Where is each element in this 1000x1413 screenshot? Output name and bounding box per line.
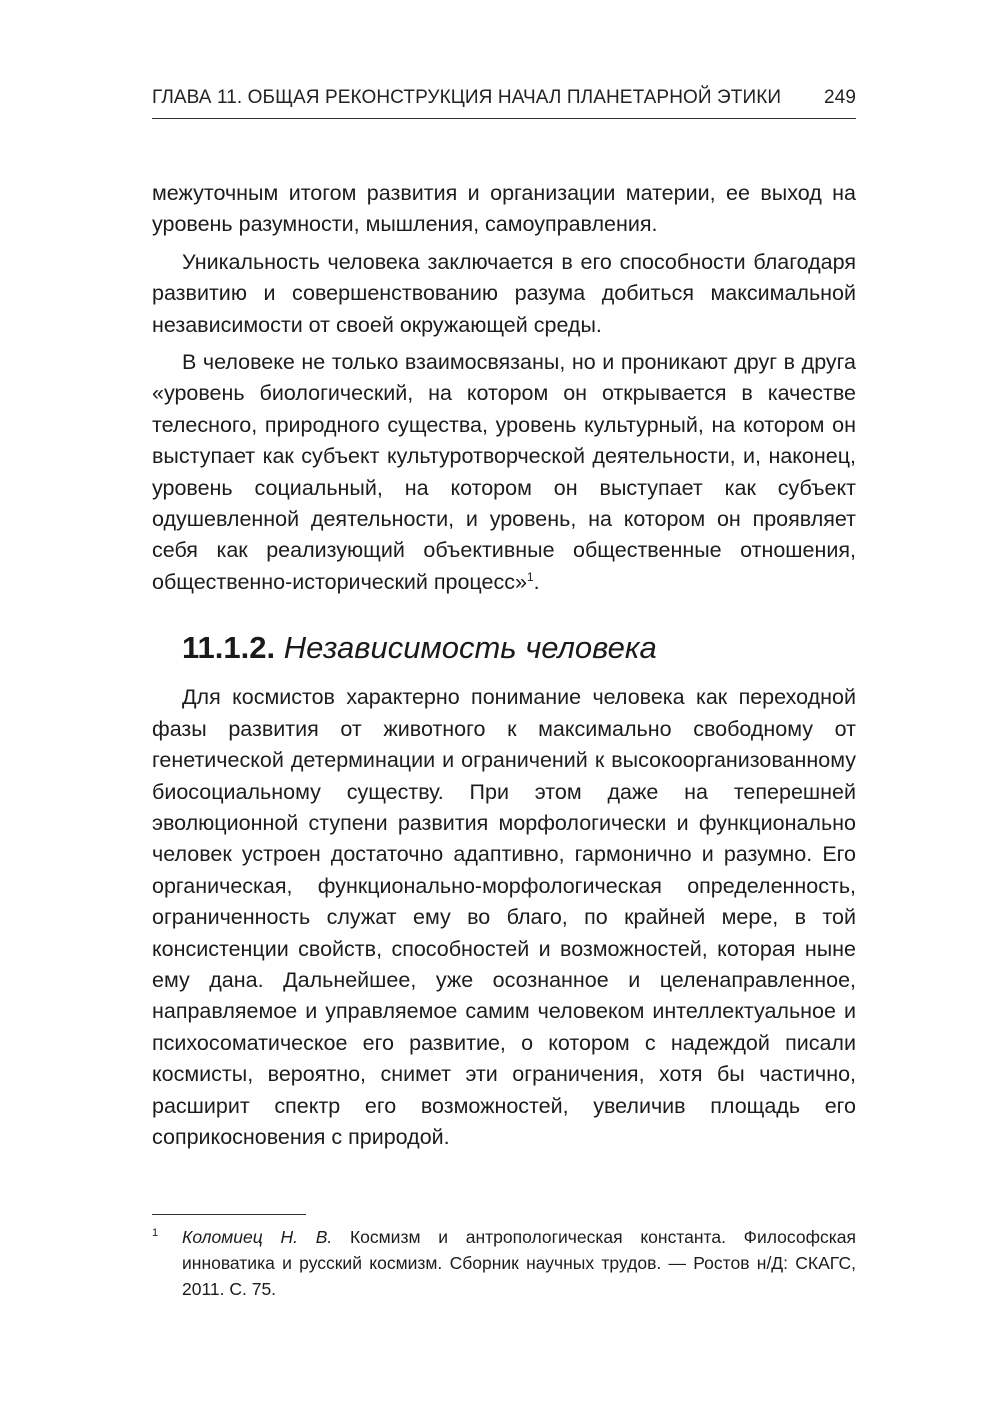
footnote (152, 1224, 856, 1302)
footnote-citation: Космизм и антропологическая константа. Философская инноватика и русский космизм. Сборник научных трудов. — Ростов н/Д: СКАГС, 2011. С. 75. (182, 1227, 856, 1299)
subsection-heading (182, 628, 856, 668)
footnote-reference[interactable]: 1 (526, 569, 534, 584)
chapter-title: ГЛАВА 11. ОБЩАЯ РЕКОНСТРУКЦИЯ НАЧАЛ ПЛАНЕТАРНОЙ ЭТИКИ (152, 87, 782, 108)
sentence-end: . (533, 569, 540, 594)
body-text (152, 178, 856, 1153)
quote-text: В человеке не только взаимосвязаны, но и проникают друг в друга «уровень биологический, на котором он открывается в качестве телесного, природного существа, уровень культурный, на котором он выступает как субъект культуротворческой деятельности, и, наконец, уровень социальный, на котором он выступает как субъект одушевленной деятельности, и уровень, на котором он проявляет себя как реализующий объективные общественные отношения, общественно-исторический процесс» (152, 350, 856, 594)
footnote-author: Коломиец Н. В. (182, 1227, 333, 1247)
paragraph: Уникальность человека заключается в его способности благодаря развитию и совершенствованию разума добиться максимальной независимости от своей окружающей среды. (152, 249, 856, 337)
book-page (152, 0, 856, 1413)
page-number: 249 (823, 87, 856, 108)
header-rule (152, 118, 856, 119)
footnote-rule (152, 1214, 306, 1215)
paragraph: Для космистов характерно понимание человека как переходной фазы развития от животного к максимально свободному от генетической детерминации и ограничений к высокоорганизованному биосоциальному существу. При этом даже на теперешней эволюционной ступени развития морфологически и функционально человек устроен достаточно адаптивно, гармонично и разумно. Его органическая, функционально-морфологическая определенность, ограниченность служат ему во благо, по крайней мере, в той консистенции свойств, способностей и возможностей, которая ныне ему дана. Дальнейшее, уже осознанное и целенаправленное, направляемое и управляемое самим человеком интеллектуальное и психосоматическое его развитие, о котором с надеждой писали космисты, вероятно, снимет эти ограничения, хотя бы частично, расширит спектр его возможностей, увеличив площадь его соприкосновения с природой. (152, 685, 856, 1149)
running-head (152, 87, 856, 109)
subsection-number: 11.1.2. (182, 630, 276, 666)
paragraph-with-quote (152, 347, 856, 598)
footnote-mark: 1 (152, 1227, 159, 1239)
footnote-text (182, 1224, 856, 1302)
paragraph-continued: межуточным итогом развития и организации материи, ее выход на уровень разумности, мышления, самоуправления. (152, 181, 856, 237)
subsection-title: Независимость человека (283, 630, 657, 666)
